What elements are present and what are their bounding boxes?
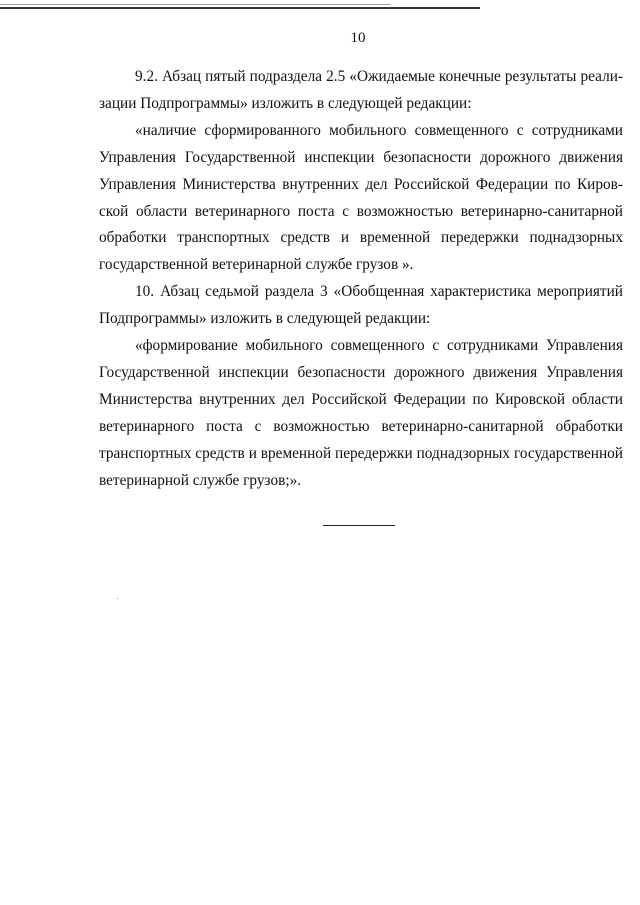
document-body <box>99 64 623 495</box>
scan-edge-line-thin <box>0 4 390 5</box>
paragraph-9-2: 9.2. Абзац пятый подраздела 2.5 «Ожидаемые конечные результаты реализации Подпрограммы» изложить в следующей редакции: <box>99 68 623 112</box>
scan-edge-line <box>0 7 480 9</box>
paragraph-10-quote: «формирование мобильного совмещенного с сотрудниками Управления Государственной инспекции безопасности дорожного движения Управления Министерства внутренних дел Российской Федерации по Кировской области ветеринарного поста с возможностью ветеринарно-санитарной обработки транспортных средств и временной передержки поднадзорных государственной ветеринарной службе грузов;». <box>99 337 623 489</box>
end-of-text-rule <box>323 525 395 526</box>
page-number: 10 <box>350 30 366 46</box>
paragraph-10: 10. Абзац седьмой раздела 3 «Обобщенная характеристика мероприятий Подпрограммы» изложить в следующей редакции: <box>99 283 623 328</box>
paragraph-9-2-quote: «наличие сформированного мобильного совмещенного с сотрудниками Управления Государственной инспекции безопасности дорожного движения Управления Министерства внутренних дел Российской Федерации по Кировской области ветеринарного поста с возможностью ветеринарно-санитарной обработки транспортных средств и временной передержки поднадзорных государственной ветеринарной службе грузов ». <box>99 121 623 274</box>
scan-speck <box>117 598 118 599</box>
